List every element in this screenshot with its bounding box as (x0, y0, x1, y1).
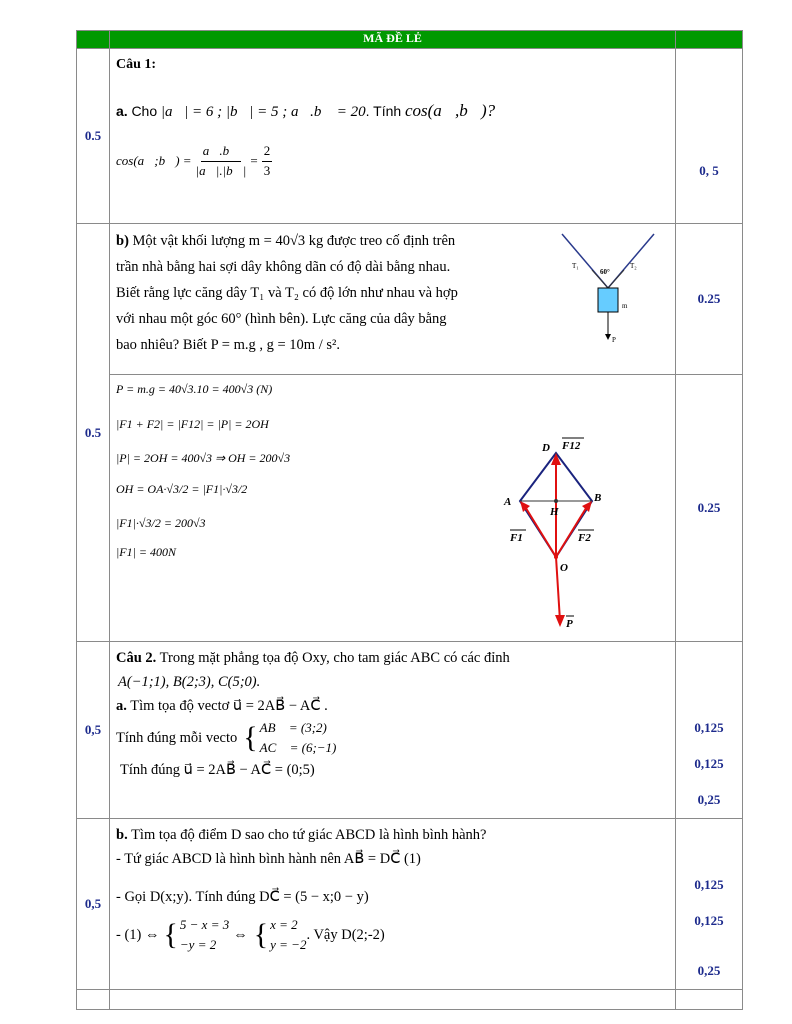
q1a-right-score: 0, 5 (676, 49, 743, 224)
q1b-score-solution: 0.25 (676, 375, 743, 642)
q2a-left-score: 0,5 (77, 642, 110, 819)
q2a-row (77, 642, 743, 819)
svg-text:m: m (622, 302, 628, 310)
q1a-content (110, 49, 676, 224)
q2a-content: Câu 2. Trong mặt phẳng tọa độ Oxy, cho tam giác ABC có các đỉnh A(−1;1), B(2;3), C(5;0). a. Tìm tọa độ vectơ u⃗ = 2AB⃗ − AC⃗ . Tính đúng mỗi vecto { AB⃗ = (3;2) AC⃗ = (6;−1) Tính đúng u⃗ = 2AB⃗ − AC⃗ = (0;5) (110, 642, 676, 819)
empty-row (77, 990, 743, 1010)
q1b-solution: P = m.g = 40√3.10 = 400√3 (N) |F1 + F2| = |F12| = |P| = 2OH |P| = 2OH = 400√3 ⇒ OH = 200√3 OH = OA·√3/2 = |F1|·√3/2 |F1|·√3/2 = 200√3 |F1| = 400N D F12 A B H F1 F2 O P (110, 375, 676, 642)
svg-text:F12: F12 (562, 440, 581, 452)
q1b-score-problem: 0.25 (676, 224, 743, 375)
q1a-answer: cos(a⃗;b⃗) = $\frac{a⃗.b⃗}{|a⃗|.|b⃗|}$ = $\frac{2}{3}$ (116, 143, 271, 178)
q1a-row (77, 49, 743, 224)
q1a-question: a. Cho |a⃗| = 6 ; |b⃗| = 5 ; a⃗.b⃗ = 20. Tính cos(a⃗,b⃗)? (116, 101, 496, 121)
q2a-scores: 0,125 0,125 0,25 (676, 642, 743, 819)
q2b-row (77, 819, 743, 990)
q1b-solution-row (77, 375, 743, 642)
svg-text:P: P (566, 618, 573, 630)
header-row (77, 31, 743, 49)
svg-text:60°: 60° (600, 268, 610, 276)
svg-text:O: O (560, 562, 568, 574)
svg-text:T₂: T₂ (630, 262, 637, 270)
svg-text:F1: F1 (510, 532, 523, 544)
svg-text:P: P (612, 336, 616, 344)
force-diagram (496, 421, 616, 633)
mass-box (598, 288, 618, 312)
q1b-left-score: 0.5 (77, 224, 110, 642)
q1b-row (77, 224, 743, 375)
svg-text:A: A (504, 496, 512, 508)
answer-table (76, 30, 743, 1010)
svg-text:B: B (594, 492, 602, 504)
svg-text:F2: F2 (578, 532, 591, 544)
q2b-left-score: 0,5 (77, 819, 110, 990)
q1b-problem: b) Một vật khối lượng m = 40√3 kg được treo cố định trên trần nhà bằng hai sợi dây không dãn có độ dài bằng nhau. Biết rằng lực căng dây T₁ và T₂ có độ lớn như nhau và hợp với nhau một góc 60° (hình bên). Lực căng của dây bằng bao nhiêu? Biết P = m.g , g = 10m / s². T₁ T₂ 60° m P (110, 224, 676, 375)
hanging-mass-figure (552, 230, 662, 350)
svg-text:T₁: T₁ (572, 262, 579, 270)
header-title: MÃ ĐỀ LẺ (110, 31, 676, 49)
q1a-left-score: 0.5 (77, 49, 110, 224)
svg-text:H: H (550, 506, 559, 518)
q2b-content: b. Tìm tọa độ điểm D sao cho tứ giác ABCD là hình bình hành? - Tứ giác ABCD là hình bình hành nên AB⃗ = DC⃗ (1) - Gọi D(x;y). Tính đúng DC⃗ = (5 − x;0 − y) - (1) ⇔ { 5 − x = 3 −y = 2 ⇔ { x = 2 y = −2 . Vậy D(2;-2) (110, 819, 676, 990)
q1-title: Câu 1: (116, 57, 157, 72)
svg-text:D: D (542, 442, 550, 454)
q2b-scores: 0,125 0,125 0,25 (676, 819, 743, 990)
